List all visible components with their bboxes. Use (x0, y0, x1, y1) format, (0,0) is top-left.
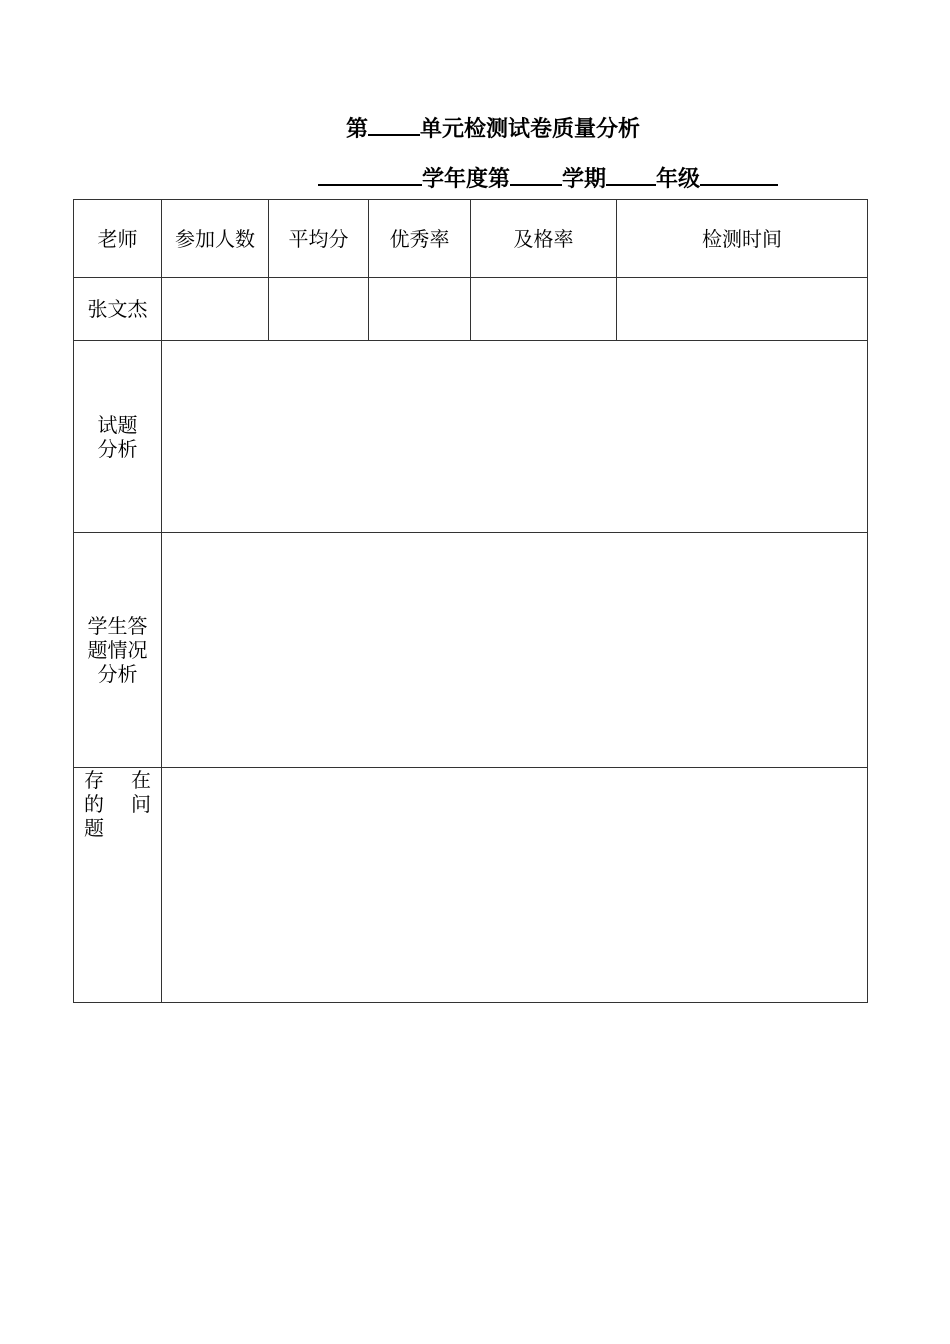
question-analysis-row (74, 341, 868, 533)
subtitle-grade-label: 年级 (656, 167, 701, 192)
question-analysis-content[interactable] (162, 341, 868, 533)
student-answer-label-line1: 学生答 (87, 614, 148, 638)
term-number-blank[interactable] (510, 158, 562, 186)
participants-cell[interactable] (162, 278, 269, 341)
title-suffix: 单元检测试卷质量分析 (420, 117, 641, 142)
subtitle-term-label: 学期 (562, 167, 607, 192)
existing-problems-label (74, 768, 162, 1003)
student-answer-label-line3: 分析 (97, 662, 138, 686)
question-analysis-label (74, 341, 162, 533)
header-test-time: 检测时间 (617, 200, 868, 278)
test-time-cell[interactable] (617, 278, 868, 341)
existing-problems-label-line1 (84, 768, 151, 792)
analysis-table (73, 199, 868, 1003)
label-char: 的 (84, 792, 104, 816)
existing-problems-content[interactable] (162, 768, 868, 1003)
student-answer-label-line2: 题情况 (87, 638, 148, 662)
existing-problems-label-line2 (84, 792, 151, 816)
average-cell[interactable] (269, 278, 369, 341)
class-blank[interactable] (700, 158, 778, 186)
label-char: 存 (84, 768, 104, 792)
header-teacher: 老师 (74, 200, 162, 278)
label-char: 问 (131, 792, 151, 816)
excellent-rate-cell[interactable] (369, 278, 471, 341)
header-excellent-rate: 优秀率 (369, 200, 471, 278)
question-analysis-label-line2: 分析 (97, 436, 138, 461)
grade-blank[interactable] (606, 158, 656, 186)
existing-problems-row (74, 768, 868, 1003)
pass-rate-cell[interactable] (471, 278, 617, 341)
header-average: 平均分 (269, 200, 369, 278)
table-header-row (74, 200, 868, 278)
student-answer-analysis-row (74, 533, 868, 768)
label-char: 在 (131, 768, 151, 792)
header-participants: 参加人数 (162, 200, 269, 278)
student-answer-analysis-content[interactable] (162, 533, 868, 768)
subtitle-year-label: 学年度第 (422, 167, 511, 192)
student-answer-analysis-label (74, 533, 162, 768)
unit-number-blank[interactable] (368, 108, 420, 136)
teacher-name: 张文杰 (74, 278, 162, 341)
question-analysis-label-line1: 试题 (97, 412, 138, 437)
header-pass-rate: 及格率 (471, 200, 617, 278)
existing-problems-label-line3: 题 (84, 816, 104, 840)
school-year-blank[interactable] (318, 158, 422, 186)
title-prefix: 第 (346, 117, 369, 142)
table-row (74, 278, 868, 341)
